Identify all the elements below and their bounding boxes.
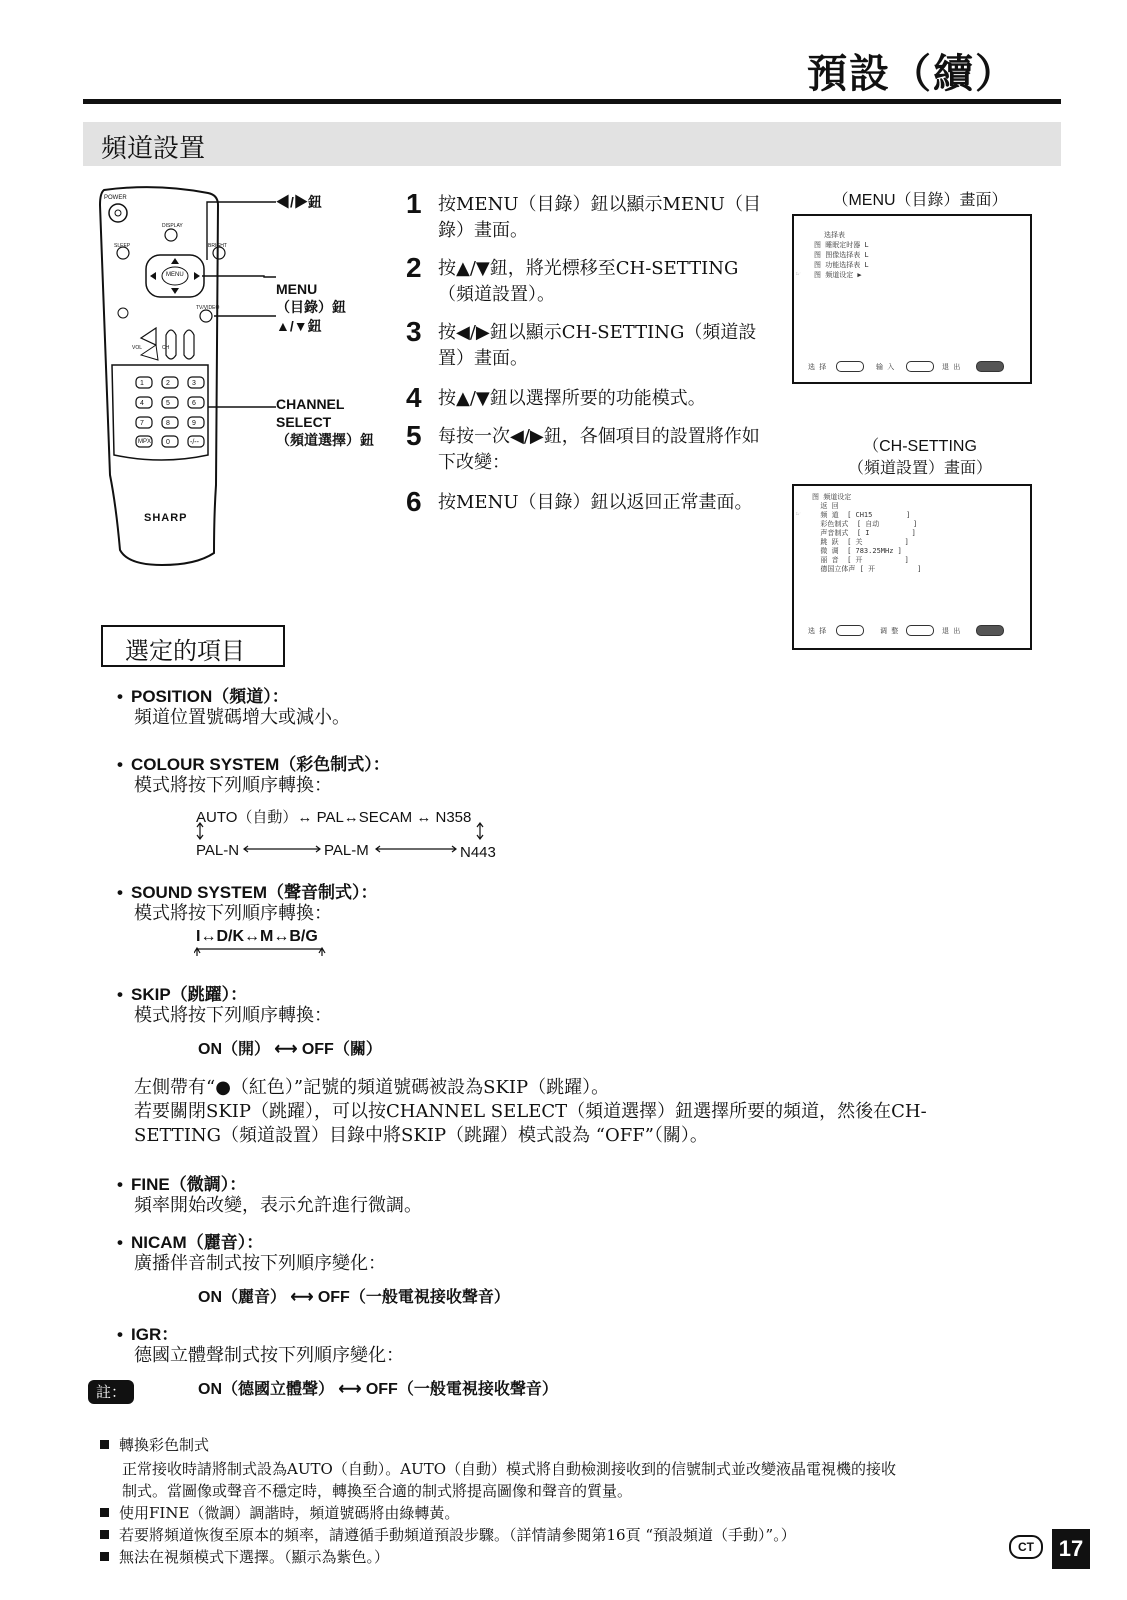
sound-desc: 模式將按下列順序轉換： bbox=[134, 903, 332, 924]
section-header bbox=[83, 122, 1061, 166]
igr-sequence: ON（德國立體聲） ⟷ OFF（一般電視接收聲音） bbox=[198, 1381, 558, 1398]
menu-footer-exit: 退 出 bbox=[942, 363, 961, 371]
callout-lr-button: ◀/▶鈕 bbox=[276, 194, 322, 210]
selected-items-box bbox=[101, 625, 285, 667]
step-text: 按MENU（目錄）鈕以返回正常畫面。 bbox=[438, 492, 753, 513]
note-2 bbox=[100, 1502, 1060, 1524]
skip-desc: 模式將按下列順序轉換： bbox=[134, 1005, 332, 1026]
note-3-text: 若要將頻道恢復至原本的頻率，請遵循手動頻道預設步驟。（詳情請參閱第16頁 “預設頻道（手動）”。） bbox=[119, 1526, 796, 1544]
ch-line: 丽 音 [ 开 ] bbox=[812, 556, 909, 564]
step-number: 5 bbox=[406, 420, 422, 451]
note-1-line-2: 制式。當圖像或聲音不穩定時，轉換至合適的制式將提高圖像和聲音的質量。 bbox=[122, 1482, 633, 1500]
callout-channel-select-3: （頻道選擇）鈕 bbox=[276, 432, 374, 448]
step-text: 每按一次◀/▶鈕，各個項目的設置將作如下改變： bbox=[438, 426, 760, 473]
note-3 bbox=[100, 1524, 1060, 1546]
notes-badge: 註： bbox=[88, 1380, 134, 1404]
note-4 bbox=[100, 1546, 1060, 1568]
ch-line: 图 频道设定 bbox=[812, 493, 852, 501]
nicam-desc: 廣播伴音制式按下列順序變化： bbox=[134, 1253, 386, 1274]
colour-sequence-top: AUTO（自動）↔ PAL↔SECAM ↔ N358 bbox=[196, 809, 472, 826]
bullet-square-icon bbox=[100, 1552, 109, 1561]
adjust-button-icon bbox=[906, 625, 934, 636]
position-heading: • POSITION（頻道）： bbox=[117, 687, 289, 706]
sound-heading-text: SOUND SYSTEM（聲音制式）： bbox=[131, 883, 378, 902]
language-badge: CT bbox=[1009, 1535, 1043, 1559]
note-1-title: 轉換彩色制式 bbox=[119, 1436, 210, 1454]
pointing-hand-icon: ☞ bbox=[796, 270, 801, 278]
note-4-text: 無法在視頻模式下選擇。（顯示為紫色。） bbox=[119, 1548, 390, 1566]
ch-line: 频 道 [ CH15 ] bbox=[812, 511, 911, 519]
step-number: 4 bbox=[406, 382, 422, 413]
skip-note-3: SETTING（頻道設置）目錄中將SKIP（跳躍）模式設為 “OFF”（關）。 bbox=[134, 1125, 708, 1146]
remote-key-6: 6 bbox=[192, 400, 196, 407]
ch-screen-caption: （CH-SETTING bbox=[863, 438, 977, 455]
step-number: 3 bbox=[406, 316, 422, 347]
ch-setting-screen bbox=[792, 484, 1032, 650]
skip-heading: • SKIP（跳躍）： bbox=[117, 985, 248, 1004]
sound-heading: • SOUND SYSTEM（聲音制式）： bbox=[117, 883, 378, 902]
sound-sequence-loop bbox=[194, 946, 334, 958]
ch-line: 彩色制式 [ 自动 ] bbox=[812, 520, 918, 528]
callout-channel-select-2: SELECT bbox=[276, 414, 332, 430]
enter-button-icon bbox=[906, 361, 934, 372]
nicam-sequence: ON（麗音） ⟷ OFF（一般電視接收聲音） bbox=[198, 1289, 510, 1306]
remote-tvvideo-label: TV/VIDEO bbox=[196, 305, 220, 311]
remote-menu-label: MENU bbox=[166, 272, 184, 278]
menu-screen bbox=[792, 214, 1032, 384]
ch-line: 微 调 [ 783.25MHz ] bbox=[812, 547, 902, 555]
select-button-icon bbox=[836, 361, 864, 372]
remote-display-label: DISPLAY bbox=[162, 223, 183, 229]
ch-line: 返 回 bbox=[812, 502, 839, 510]
position-heading-text: POSITION（頻道）： bbox=[131, 687, 289, 706]
bullet-square-icon bbox=[100, 1440, 109, 1449]
igr-desc: 德國立體聲制式按下列順序變化： bbox=[134, 1345, 404, 1366]
menu-line: 图 功能选择表 L bbox=[814, 261, 869, 269]
colour-seq-n443: N443 bbox=[460, 844, 496, 861]
remote-key-3: 3 bbox=[192, 380, 196, 387]
colour-seq-pal-m: PAL-M bbox=[324, 842, 369, 859]
menu-screen-caption: （MENU（目錄）畫面） bbox=[832, 192, 1008, 209]
skip-note-1: 左側帶有“●（紅色）”記號的頻道號碼被設為SKIP（跳躍）。 bbox=[134, 1077, 610, 1098]
remote-key-1: 1 bbox=[140, 380, 144, 387]
sharp-logo: SHARP bbox=[144, 512, 188, 524]
step-text: 按◀/▶鈕以顯示CH-SETTING（頻道設置）畫面。 bbox=[438, 322, 757, 369]
step-number: 6 bbox=[406, 486, 422, 517]
callout-channel-select: CHANNEL bbox=[276, 396, 345, 412]
skip-note-2: 若要關閉SKIP（跳躍），可以按CHANNEL SELECT（頻道選擇）鈕選擇所要的頻道，然後在CH- bbox=[134, 1101, 927, 1122]
menu-footer-enter: 输 入 bbox=[876, 363, 895, 371]
remote-bright-label: BRIGHT bbox=[208, 243, 227, 249]
step-number: 2 bbox=[406, 252, 422, 283]
select-button-icon bbox=[836, 625, 864, 636]
remote-key-9: 9 bbox=[192, 420, 196, 427]
sound-sequence: I↔D/K↔M↔B/G bbox=[196, 928, 318, 945]
menu-line: 图 睡眠定时器 L bbox=[814, 241, 869, 249]
remote-key-4: 4 bbox=[140, 400, 144, 407]
pointing-hand-icon: ☞ bbox=[796, 510, 801, 518]
ch-line: 跳 跃 [ 关 ] bbox=[812, 538, 909, 546]
colour-heading-text: COLOUR SYSTEM（彩色制式）： bbox=[131, 755, 390, 774]
menu-line: 图 频道设定 ▶ bbox=[814, 271, 862, 279]
note-1-line-1: 正常接收時請將制式設為AUTO（自動）。AUTO（自動）模式將自動檢測接收到的信號制式並改變液晶電視機的接收 bbox=[122, 1460, 897, 1478]
igr-heading: • IGR： bbox=[117, 1325, 179, 1344]
skip-heading-text: SKIP（跳躍）： bbox=[131, 985, 248, 1004]
ch-footer-exit: 退 出 bbox=[942, 627, 961, 635]
remote-mpx-label: MPX bbox=[138, 439, 152, 445]
ch-screen-caption-2: （頻道設置）畫面） bbox=[847, 460, 992, 477]
callout-menu-button: MENU bbox=[276, 281, 318, 297]
remote-key-5: 5 bbox=[166, 400, 170, 407]
remote-sleep-label: SLEEP bbox=[114, 243, 131, 249]
menu-footer-select: 选 择 bbox=[808, 363, 827, 371]
menu-button-icon bbox=[976, 625, 1004, 636]
bullet-square-icon bbox=[100, 1530, 109, 1539]
step-text: 按▲/▼鈕，將光標移至CH-SETTING（頻道設置）。 bbox=[438, 258, 739, 305]
page-title: 預設（續） bbox=[807, 51, 1017, 97]
remote-power-label: POWER bbox=[104, 195, 127, 201]
nicam-heading-text: NICAM（麗音）： bbox=[131, 1233, 264, 1252]
selected-items-title: 選定的項目 bbox=[125, 637, 245, 665]
remote-ch-label: CH bbox=[162, 345, 170, 351]
remote-key-dash: -/-- bbox=[190, 439, 199, 446]
step-text: 按MENU（目錄）鈕以顯示MENU（目錄）畫面。 bbox=[438, 194, 761, 241]
ch-line: 声音制式 [ I ] bbox=[812, 529, 916, 537]
remote-key-8: 8 bbox=[166, 420, 170, 427]
step-text: 按▲/▼鈕以選擇所要的功能模式。 bbox=[438, 388, 706, 409]
colour-seq-pal-n: PAL-N bbox=[196, 842, 240, 859]
callout-ud-button: ▲/▼鈕 bbox=[276, 318, 322, 334]
bullet-square-icon bbox=[100, 1508, 109, 1517]
igr-heading-text: IGR： bbox=[131, 1325, 179, 1344]
fine-heading: • FINE（微調）： bbox=[117, 1175, 247, 1194]
section-title: 頻道設置 bbox=[101, 134, 206, 164]
title-rule bbox=[83, 99, 1061, 104]
fine-heading-text: FINE（微調）： bbox=[131, 1175, 247, 1194]
remote-vol-label: VOL bbox=[132, 345, 143, 351]
remote-control-illustration bbox=[96, 185, 396, 580]
fine-desc: 頻率開始改變，表示允許進行微調。 bbox=[134, 1195, 422, 1216]
step-number: 1 bbox=[406, 188, 422, 219]
menu-button-icon bbox=[976, 361, 1004, 372]
callout-menu-button-sub: （目錄）鈕 bbox=[276, 299, 346, 315]
page-number: 17 bbox=[1052, 1529, 1090, 1569]
colour-heading: • COLOUR SYSTEM（彩色制式）： bbox=[117, 755, 390, 774]
skip-sequence: ON（開） ⟷ OFF（關） bbox=[198, 1041, 382, 1058]
ch-footer-select: 选 择 bbox=[808, 627, 827, 635]
colour-desc: 模式將按下列順序轉換： bbox=[134, 775, 332, 796]
remote-key-0: 0 bbox=[166, 439, 170, 446]
remote-key-2: 2 bbox=[166, 380, 170, 387]
ch-line: 德国立体声 [ 开 ] bbox=[812, 565, 922, 573]
ch-footer-adjust: 调 整 bbox=[880, 627, 899, 635]
note-1 bbox=[100, 1434, 1060, 1456]
position-desc: 頻道位置號碼增大或減小。 bbox=[134, 707, 350, 728]
menu-line: 选择表 bbox=[824, 231, 845, 239]
nicam-heading: • NICAM（麗音）： bbox=[117, 1233, 264, 1252]
note-2-text: 使用FINE（微調）調諧時，頻道號碼將由綠轉黃。 bbox=[119, 1504, 460, 1522]
remote-key-7: 7 bbox=[140, 420, 144, 427]
menu-line: 图 图像选择表 L bbox=[814, 251, 869, 259]
